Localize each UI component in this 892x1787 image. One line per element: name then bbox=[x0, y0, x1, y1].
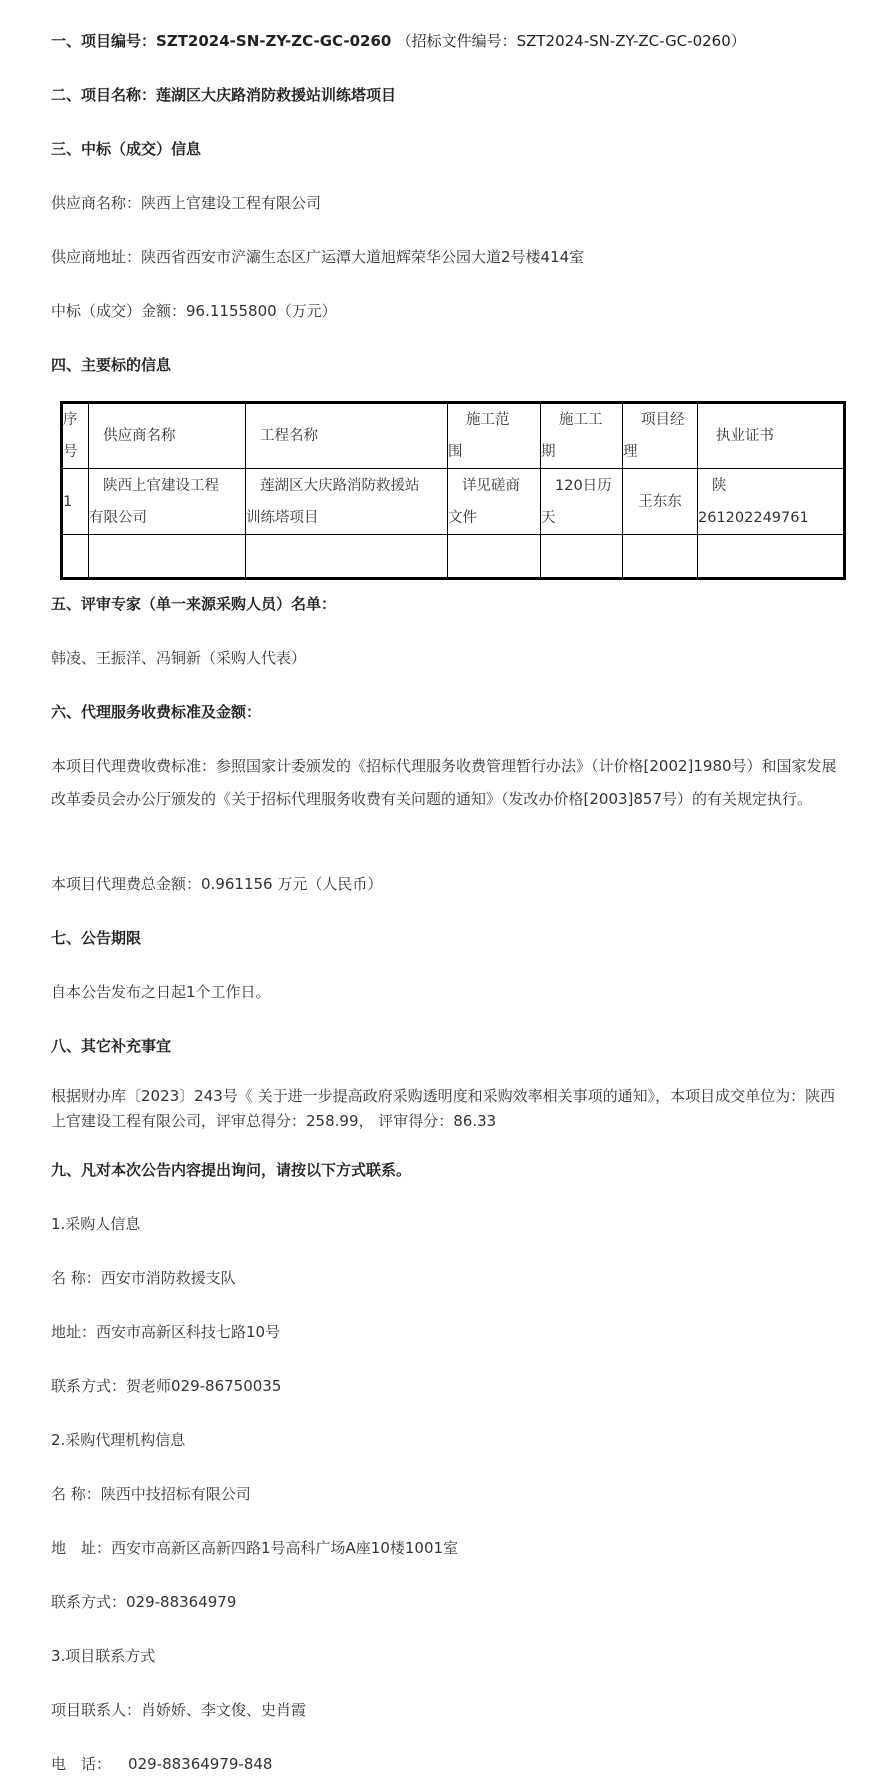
supplier-name: 供应商名称：陕西上官建设工程有限公司 bbox=[51, 194, 322, 212]
header-manager: 项目经 理 bbox=[623, 403, 698, 469]
header-cert: 执业证书 bbox=[698, 403, 845, 469]
section-award-info-title: 三、中标（成交）信息 bbox=[51, 140, 202, 158]
supplementary-text: 根据财办库〔2023〕243号《 关于进一步提高政府采购透明度和采购效率相关事项的通知》，本项目成交单位为：陕西上官建设工程有限公司，评审总得分：258.99， 评审得分：86.33 bbox=[51, 1087, 836, 1130]
section-experts-title: 五、评审专家（单一来源采购人员）名单： bbox=[51, 595, 337, 613]
main-subject-table bbox=[60, 401, 846, 580]
section-main-subject-title: 四、主要标的信息 bbox=[51, 356, 172, 374]
project-name: 莲湖区大庆路消防救援站训练塔项目 bbox=[156, 86, 397, 104]
agency-fee-total: 本项目代理费总金额：0.961156 万元（人民币） bbox=[51, 875, 383, 893]
buyer-address: 地址：西安市高新区科技七路10号 bbox=[51, 1323, 281, 1341]
supplier-address: 供应商地址：陕西省西安市浐灞生态区广运潭大道旭辉荣华公园大道2号楼414室 bbox=[51, 248, 585, 266]
cell-cert: 陕 261202249761 bbox=[698, 469, 845, 535]
agency-heading: 2.采购代理机构信息 bbox=[51, 1431, 186, 1449]
tender-doc-number: （招标文件编号：SZT2024-SN-ZY-ZC-GC-0260） bbox=[396, 32, 746, 50]
cell-supplier: 陕西上官建设工程 有限公司 bbox=[89, 469, 246, 535]
buyer-name: 名 称：西安市消防救援支队 bbox=[51, 1269, 236, 1287]
table-row-empty bbox=[62, 535, 845, 579]
header-period: 施工工 期 bbox=[541, 403, 623, 469]
section-contact-title: 九、凡对本次公告内容提出询问，请按以下方式联系。 bbox=[51, 1161, 412, 1179]
section-notice-period-title: 七、公告期限 bbox=[51, 929, 142, 947]
header-scope: 施工范 围 bbox=[448, 403, 541, 469]
header-project: 工程名称 bbox=[246, 403, 448, 469]
project-phone: 电 话： 029-88364979-848 bbox=[51, 1755, 273, 1773]
project-contacts: 项目联系人：肖娇娇、李文俊、史肖霞 bbox=[51, 1701, 307, 1719]
section-label: 一、项目编号： bbox=[51, 32, 157, 50]
project-number: SZT2024-SN-ZY-ZC-GC-0260 bbox=[156, 32, 392, 50]
award-amount: 中标（成交）金额：96.1155800（万元） bbox=[51, 302, 337, 320]
table-row bbox=[62, 469, 845, 535]
agency-name: 名 称：陕西中技招标有限公司 bbox=[51, 1485, 251, 1503]
section-agency-fee-title: 六、代理服务收费标准及金额： bbox=[51, 703, 262, 721]
notice-period: 自本公告发布之日起1个工作日。 bbox=[51, 983, 271, 1001]
section-project-name bbox=[51, 85, 862, 105]
section-project-number bbox=[51, 31, 862, 51]
agency-contact: 联系方式：029-88364979 bbox=[51, 1593, 237, 1611]
cell-period: 120日历 天 bbox=[541, 469, 623, 535]
cell-seq: 1 bbox=[62, 469, 89, 535]
cell-scope: 详见磋商 文件 bbox=[448, 469, 541, 535]
buyer-heading: 1.采购人信息 bbox=[51, 1215, 141, 1233]
cell-manager: 王东东 bbox=[623, 469, 698, 535]
agency-fee-standard: 本项目代理费收费标准：参照国家计委颁发的《招标代理服务收费管理暂行办法》（计价格[2002]1980号）和国家发展改革委员会办公厅颁发的《关于招标代理服务收费有关问题的通知》（发改办价格[2003]857号）的有关规定执行。 bbox=[51, 757, 837, 808]
experts-list: 韩凌、王振洋、冯铜新（采购人代表） bbox=[51, 649, 307, 667]
buyer-contact: 联系方式：贺老师029-86750035 bbox=[51, 1377, 282, 1395]
section-supplementary-title: 八、其它补充事宜 bbox=[51, 1037, 172, 1055]
section-label: 二、项目名称： bbox=[51, 86, 157, 104]
header-supplier: 供应商名称 bbox=[89, 403, 246, 469]
project-contact-heading: 3.项目联系方式 bbox=[51, 1647, 156, 1665]
table-header-row bbox=[62, 403, 845, 469]
cell-project: 莲湖区大庆路消防救援站 训练塔项目 bbox=[246, 469, 448, 535]
header-seq: 序 号 bbox=[62, 403, 89, 469]
agency-address: 地 址：西安市高新区高新四路1号高科广场A座10楼1001室 bbox=[51, 1539, 459, 1557]
